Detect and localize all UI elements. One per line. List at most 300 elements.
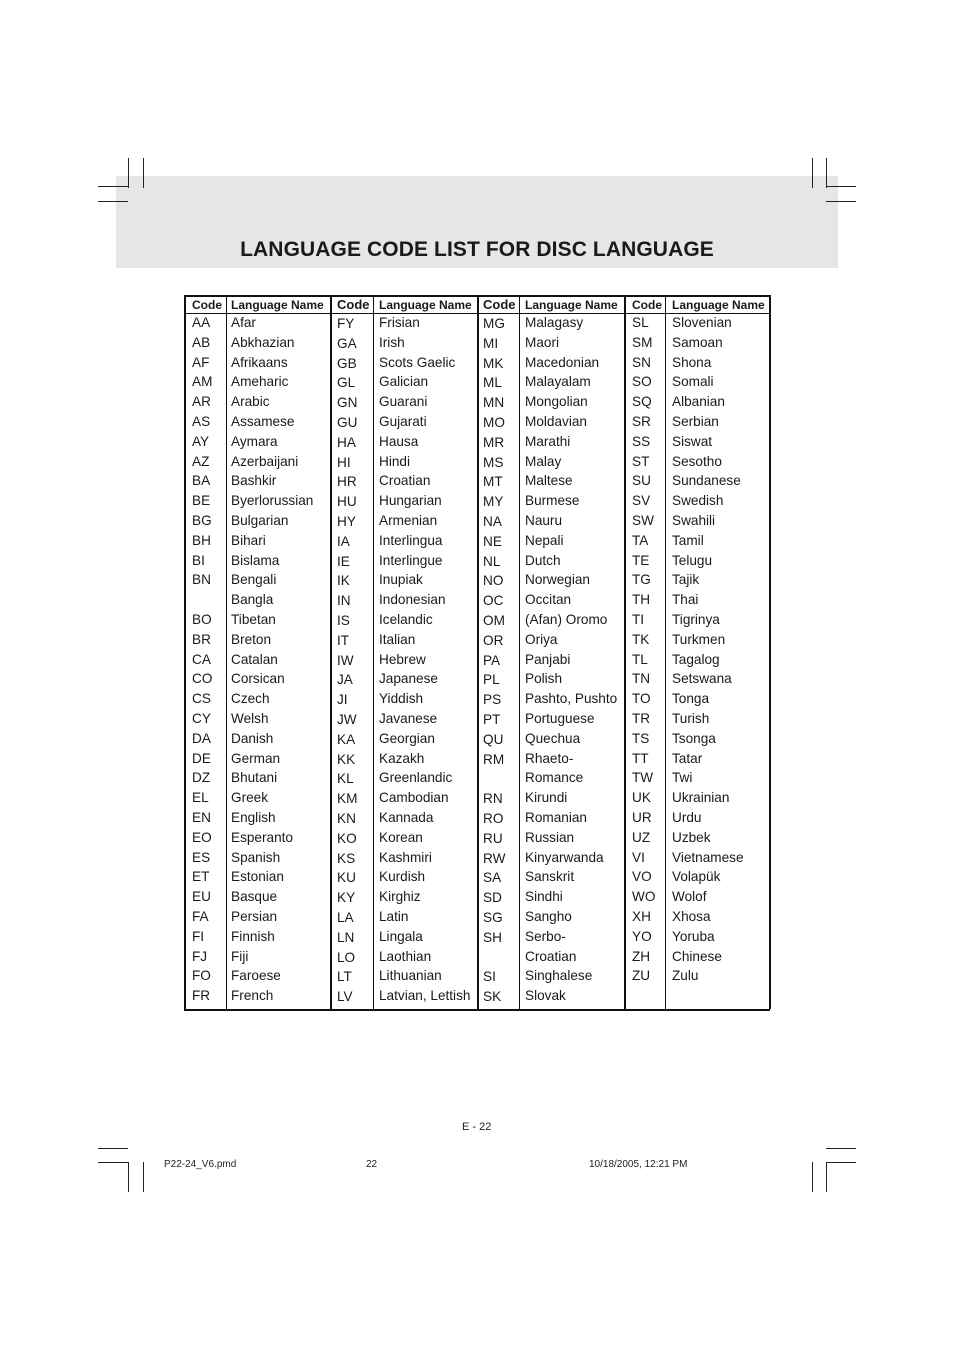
language-name-cell: Italian [379, 631, 416, 647]
language-name-cell: Occitan [525, 592, 572, 608]
language-name-cell: Burmese [525, 493, 580, 509]
language-name-cell: English [231, 810, 276, 825]
language-code-cell: EN [192, 810, 211, 825]
language-name-cell: Xhosa [672, 909, 711, 924]
language-name-cell: Russian [525, 829, 575, 845]
language-code-cell: KL [337, 771, 354, 787]
language-name-cell: Malayalam [525, 374, 591, 390]
language-name-cell: Malagasy [525, 315, 584, 330]
language-code-cell: MY [483, 494, 504, 510]
language-code-cell: SQ [632, 394, 652, 410]
language-code-cell: IE [337, 553, 350, 569]
language-name-cell: Javanese [379, 711, 438, 726]
column-divider [665, 295, 666, 1009]
language-code-cell: GN [337, 395, 358, 411]
crop-mark [826, 1148, 856, 1149]
column-divider [373, 295, 374, 1009]
language-name-cell: Chinese [672, 948, 722, 964]
language-name-cell: Maltese [525, 473, 573, 489]
language-name-cell: Assamese [231, 414, 295, 429]
column-divider [519, 295, 520, 1009]
language-name-cell: Inupiak [379, 572, 423, 588]
language-name-cell: Slovenian [672, 315, 732, 330]
language-name-cell: Georgian [379, 730, 435, 746]
language-name-cell: Kazakh [379, 750, 425, 766]
page-number: E - 22 [462, 1121, 492, 1133]
language-code-cell: HR [337, 474, 357, 490]
language-name-cell: Azerbaijani [231, 453, 299, 469]
language-code-cell: SN [632, 354, 651, 370]
language-name-cell: Cambodian [379, 790, 449, 806]
language-name-cell: Irish [379, 334, 405, 350]
language-code-cell: UZ [632, 829, 651, 845]
language-code-cell: FI [192, 928, 205, 944]
language-name-cell: Guarani [379, 394, 428, 410]
language-name-cell: Volapük [672, 869, 721, 885]
language-name-cell: Polish [525, 671, 563, 687]
language-code-cell: VI [632, 849, 645, 865]
language-code-cell: TH [632, 592, 651, 608]
language-code-cell: HU [337, 494, 357, 510]
language-name-cell: Kannada [379, 810, 434, 825]
language-name-cell: Estonian [231, 869, 284, 885]
language-name-cell: Norwegian [525, 572, 590, 588]
crop-mark [812, 1162, 813, 1192]
language-code-cell: MK [483, 355, 504, 371]
language-name-cell: Quechua [525, 730, 581, 746]
language-code-cell: TL [632, 651, 648, 667]
language-name-cell: Tagalog [672, 651, 720, 667]
language-code-cell: MS [483, 454, 504, 470]
language-code-cell: BO [192, 612, 212, 627]
language-code-cell: TK [632, 631, 650, 647]
language-code-cell: SV [632, 493, 651, 509]
language-name-cell: Kinyarwanda [525, 849, 604, 865]
group-divider [330, 295, 332, 1009]
language-name-cell: Tonga [672, 691, 710, 707]
footer-page: 22 [366, 1159, 378, 1170]
language-code-cell: KY [337, 890, 356, 906]
language-code-cell: RU [483, 830, 503, 846]
language-name-cell: Sindhi [525, 889, 563, 905]
language-code-cell: RN [483, 791, 503, 807]
crop-mark [826, 186, 856, 187]
language-code-cell: IW [337, 652, 354, 668]
language-code-cell: DE [192, 750, 211, 766]
language-name-cell: Tibetan [231, 612, 276, 627]
language-name-cell: Tamil [672, 532, 704, 548]
language-code-cell: AA [192, 315, 211, 330]
language-code-cell: MI [483, 335, 499, 351]
language-code-cell: AS [192, 414, 211, 429]
language-code-cell: KS [337, 850, 356, 866]
language-code-cell: MG [483, 316, 505, 331]
group-divider [624, 295, 626, 1009]
language-code-cell: TI [632, 612, 645, 627]
language-code-cell: GB [337, 355, 357, 371]
language-name-cell: Serbo- [525, 928, 566, 944]
crop-mark [98, 1148, 128, 1149]
language-code-cell: BR [192, 631, 211, 647]
language-code-cell: CY [192, 711, 211, 726]
language-code-cell: UK [632, 790, 651, 806]
language-name-cell: Macedonian [525, 354, 600, 370]
language-name-cell: Nepali [525, 532, 564, 548]
language-name-cell: Wolof [672, 889, 707, 905]
language-code-cell: LO [337, 949, 356, 965]
language-code-cell: AB [192, 334, 211, 350]
language-code-cell: SK [483, 989, 502, 1005]
language-code-table [184, 295, 770, 1011]
language-code-cell: AR [192, 394, 211, 410]
language-code-cell: LV [337, 989, 353, 1005]
language-code-cell: PA [483, 652, 501, 668]
language-name-cell: Galician [379, 374, 429, 390]
language-name-cell: Korean [379, 829, 423, 845]
language-code-cell: BE [192, 493, 211, 509]
language-name-cell: Kashmiri [379, 849, 432, 865]
header-code: Code [483, 297, 516, 312]
language-code-cell: IS [337, 613, 350, 628]
language-code-cell: TN [632, 671, 651, 687]
language-code-cell: BI [192, 552, 205, 568]
language-code-cell: KU [337, 870, 356, 886]
language-name-cell: Moldavian [525, 414, 587, 429]
language-code-cell: IT [337, 632, 350, 648]
language-name-cell: Kirundi [525, 790, 568, 806]
header-language-name: Language Name [231, 298, 324, 312]
language-code-cell: HA [337, 434, 356, 450]
language-code-cell: GU [337, 415, 358, 430]
language-name-cell: Turkmen [672, 631, 726, 647]
language-name-cell: Turish [672, 711, 710, 726]
table-border-left [184, 295, 186, 1009]
language-name-cell: Ukrainian [672, 790, 730, 806]
language-name-cell: Sanskrit [525, 869, 575, 885]
crop-mark [826, 158, 827, 188]
language-code-cell: BH [192, 532, 211, 548]
language-name-cell: Fiji [231, 948, 249, 964]
language-name-cell: Icelandic [379, 612, 433, 627]
crop-mark [98, 186, 128, 187]
language-name-cell: Albanian [672, 394, 725, 410]
language-name-cell: Interlingue [379, 552, 443, 568]
header-language-name: Language Name [525, 298, 618, 312]
language-name-cell: Somali [672, 374, 714, 390]
language-name-cell: Kirghiz [379, 889, 421, 905]
language-code-cell: YO [632, 928, 652, 944]
language-name-cell: Latvian, Lettish [379, 988, 471, 1004]
language-code-cell: ST [632, 453, 650, 469]
language-name-cell: Hungarian [379, 493, 442, 509]
language-name-cell: Setswana [672, 671, 732, 687]
language-code-cell: LN [337, 929, 355, 945]
language-name-cell: Samoan [672, 334, 723, 350]
language-code-cell: TS [632, 730, 650, 746]
language-code-cell: SW [632, 513, 654, 528]
language-name-cell: Sesotho [672, 453, 722, 469]
language-name-cell: Maori [525, 334, 559, 350]
language-code-cell: RM [483, 751, 505, 767]
language-name-cell: Marathi [525, 433, 571, 449]
language-code-cell: OC [483, 593, 504, 609]
language-code-cell: AM [192, 374, 213, 390]
language-code-cell: SH [483, 929, 502, 945]
language-name-cell: Greek [231, 790, 269, 806]
language-name-cell: Tigrinya [672, 612, 720, 627]
language-code-cell: GL [337, 375, 356, 391]
language-name-cell: Bislama [231, 552, 280, 568]
language-code-cell: SS [632, 433, 651, 449]
language-code-cell: KM [337, 791, 358, 807]
language-name-cell: Abkhazian [231, 334, 295, 350]
language-code-cell: NO [483, 573, 504, 589]
language-name-cell: Telugu [672, 552, 713, 568]
language-name-cell: French [231, 988, 274, 1004]
language-name-cell: Serbian [672, 414, 719, 429]
header-code: Code [632, 298, 662, 312]
language-code-cell: TR [632, 711, 651, 726]
language-name-cell: Frisian [379, 315, 420, 330]
language-code-cell: PS [483, 692, 502, 708]
language-name-cell: Thai [672, 592, 699, 608]
crop-mark [98, 201, 128, 202]
language-name-cell: Aymara [231, 433, 278, 449]
language-code-cell: TE [632, 552, 650, 568]
header-code: Code [192, 298, 222, 312]
language-code-cell: RW [483, 850, 506, 866]
language-code-cell: BA [192, 473, 211, 489]
language-code-cell: JW [337, 712, 357, 727]
language-code-cell: ZH [632, 948, 651, 964]
language-code-cell: EL [192, 790, 209, 806]
language-name-cell: Danish [231, 730, 274, 746]
language-code-cell: TA [632, 532, 649, 548]
language-name-cell: Yiddish [379, 691, 424, 707]
language-name-cell: Afrikaans [231, 354, 288, 370]
language-code-cell: AF [192, 354, 210, 370]
language-code-cell: KN [337, 811, 356, 826]
language-code-cell: FO [192, 968, 211, 984]
language-code-cell: PT [483, 712, 501, 727]
language-name-cell: Esperanto [231, 829, 293, 845]
language-code-cell: QU [483, 731, 504, 747]
crop-mark [98, 1162, 128, 1163]
column-divider [226, 295, 227, 1009]
crop-mark [826, 1162, 827, 1192]
language-code-cell: TO [632, 691, 651, 707]
language-name-cell: Bengali [231, 572, 277, 588]
language-name-cell: Afar [231, 315, 256, 330]
language-code-cell: SD [483, 890, 502, 906]
language-name-cell: Interlingua [379, 532, 443, 548]
language-code-cell: TG [632, 572, 651, 588]
language-code-cell: LT [337, 969, 352, 985]
language-name-cell: Armenian [379, 513, 438, 528]
language-code-cell: KA [337, 731, 356, 747]
header-code: Code [337, 297, 370, 312]
language-name-cell: Singhalese [525, 968, 593, 984]
language-name-cell: (Afan) Oromo [525, 612, 608, 627]
language-name-cell: Panjabi [525, 651, 571, 667]
language-code-cell: BG [192, 513, 212, 528]
language-code-cell: SM [632, 334, 653, 350]
language-code-cell: RO [483, 811, 504, 826]
language-name-cell: Tsonga [672, 730, 716, 746]
crop-mark [826, 201, 856, 202]
language-name-cell: Oriya [525, 631, 558, 647]
language-name-cell: Portuguese [525, 711, 595, 726]
language-name-cell: Scots Gaelic [379, 354, 456, 370]
language-code-cell: MN [483, 395, 505, 411]
language-code-cell: ZU [632, 968, 651, 984]
language-code-cell: OR [483, 632, 504, 648]
language-code-cell: PL [483, 672, 500, 688]
language-name-cell: Slovak [525, 988, 566, 1004]
language-code-cell: CS [192, 691, 211, 707]
language-code-cell: JA [337, 672, 353, 688]
crop-mark [128, 1162, 129, 1192]
language-name-cell: Japanese [379, 671, 438, 687]
language-name-cell: Corsican [231, 671, 285, 687]
language-code-cell: IN [337, 593, 351, 609]
language-code-cell: NE [483, 533, 502, 549]
table-border-right [769, 295, 771, 1009]
header-language-name: Language Name [379, 298, 472, 312]
language-code-cell: CA [192, 651, 211, 667]
language-name-cell: Catalan [231, 651, 278, 667]
language-code-cell: HY [337, 514, 356, 529]
language-code-cell: KO [337, 830, 357, 846]
language-code-cell: XH [632, 909, 651, 924]
language-name-cell: Zulu [672, 968, 699, 984]
language-name-cell: Urdu [672, 810, 702, 825]
language-code-cell: EU [192, 889, 211, 905]
language-name-cell: Nauru [525, 513, 563, 528]
language-code-cell: FR [192, 988, 211, 1004]
language-name-cell: Kurdish [379, 869, 426, 885]
language-name-cell: Hebrew [379, 651, 426, 667]
page-title: LANGUAGE CODE LIST FOR DISC LANGUAGE [240, 238, 714, 261]
language-code-cell: NL [483, 553, 501, 569]
language-code-cell: MT [483, 474, 503, 490]
language-code-cell: SO [632, 374, 652, 390]
language-name-cell: Byerlorussian [231, 493, 314, 509]
language-code-cell: IA [337, 533, 350, 549]
language-code-cell: FY [337, 316, 355, 331]
language-name-cell: Bangla [231, 592, 274, 608]
language-name-cell: Swahili [672, 513, 716, 528]
language-code-cell: HI [337, 454, 351, 470]
language-name-cell: Mongolian [525, 394, 588, 410]
language-name-cell: Ameharic [231, 374, 289, 390]
language-name-cell: Twi [672, 770, 693, 786]
language-name-cell: Siswat [672, 433, 713, 449]
language-name-cell: Malay [525, 453, 562, 469]
language-name-cell: Tatar [672, 750, 703, 766]
language-code-cell: WO [632, 889, 656, 905]
language-name-cell: Gujarati [379, 414, 427, 429]
language-name-cell: German [231, 750, 281, 766]
language-code-cell: IK [337, 573, 350, 589]
footer-timestamp: 10/18/2005, 12:21 PM [589, 1159, 688, 1170]
language-name-cell: Basque [231, 889, 278, 905]
language-name-cell: Romanian [525, 810, 587, 825]
language-name-cell: Greenlandic [379, 770, 453, 786]
language-code-cell: SL [632, 315, 649, 330]
language-name-cell: Bhutani [231, 770, 278, 786]
language-code-cell: CO [192, 671, 213, 687]
language-code-cell: FA [192, 909, 209, 924]
group-divider [477, 295, 479, 1009]
language-code-cell: BN [192, 572, 211, 588]
language-code-cell: DZ [192, 770, 211, 786]
language-code-cell: TW [632, 770, 654, 786]
language-code-cell: DA [192, 730, 211, 746]
language-code-cell: AY [192, 433, 210, 449]
language-code-cell: TT [632, 750, 649, 766]
crop-mark [826, 1162, 856, 1163]
language-name-cell: Faroese [231, 968, 281, 984]
language-name-cell: Yoruba [672, 928, 715, 944]
language-name-cell: Bihari [231, 532, 266, 548]
crop-mark [143, 158, 144, 188]
language-name-cell: Croatian [379, 473, 431, 489]
language-code-cell: SR [632, 414, 651, 429]
language-name-cell: Bulgarian [231, 513, 289, 528]
language-name-cell: Sundanese [672, 473, 741, 489]
language-name-cell: Romance [525, 770, 584, 786]
language-code-cell: FJ [192, 948, 208, 964]
language-name-cell: Lingala [379, 928, 423, 944]
language-name-cell: Tajik [672, 572, 700, 588]
language-code-cell: VO [632, 869, 652, 885]
language-name-cell: Czech [231, 691, 270, 707]
language-code-cell: SA [483, 870, 502, 886]
language-name-cell: Breton [231, 631, 272, 647]
language-code-cell: UR [632, 810, 652, 825]
language-code-cell: JI [337, 692, 348, 708]
language-name-cell: Bashkir [231, 473, 277, 489]
language-code-cell: ET [192, 869, 210, 885]
language-name-cell: Lithuanian [379, 968, 442, 984]
language-code-cell: KK [337, 751, 356, 767]
header-language-name: Language Name [672, 298, 765, 312]
language-code-cell: ML [483, 375, 502, 391]
language-name-cell: Spanish [231, 849, 281, 865]
language-name-cell: Dutch [525, 552, 561, 568]
language-name-cell: Hindi [379, 453, 410, 469]
language-name-cell: Swedish [672, 493, 724, 509]
language-name-cell: Laothian [379, 948, 432, 964]
language-code-cell: SG [483, 910, 503, 925]
language-name-cell: Indonesian [379, 592, 446, 608]
language-name-cell: Persian [231, 909, 278, 924]
crop-mark [128, 158, 129, 188]
language-name-cell: Vietnamese [672, 849, 744, 865]
crop-mark [143, 1162, 144, 1192]
language-name-cell: Pashto, Pushto [525, 691, 618, 707]
language-code-cell: SI [483, 969, 496, 985]
footer-filename: P22-24_V6.pmd [164, 1159, 237, 1170]
language-name-cell: Finnish [231, 928, 275, 944]
language-code-cell: ES [192, 849, 211, 865]
language-code-cell: GA [337, 335, 357, 351]
language-name-cell: Uzbek [672, 829, 711, 845]
language-name-cell: Shona [672, 354, 712, 370]
language-code-cell: SU [632, 473, 651, 489]
language-name-cell: Rhaeto- [525, 750, 574, 766]
